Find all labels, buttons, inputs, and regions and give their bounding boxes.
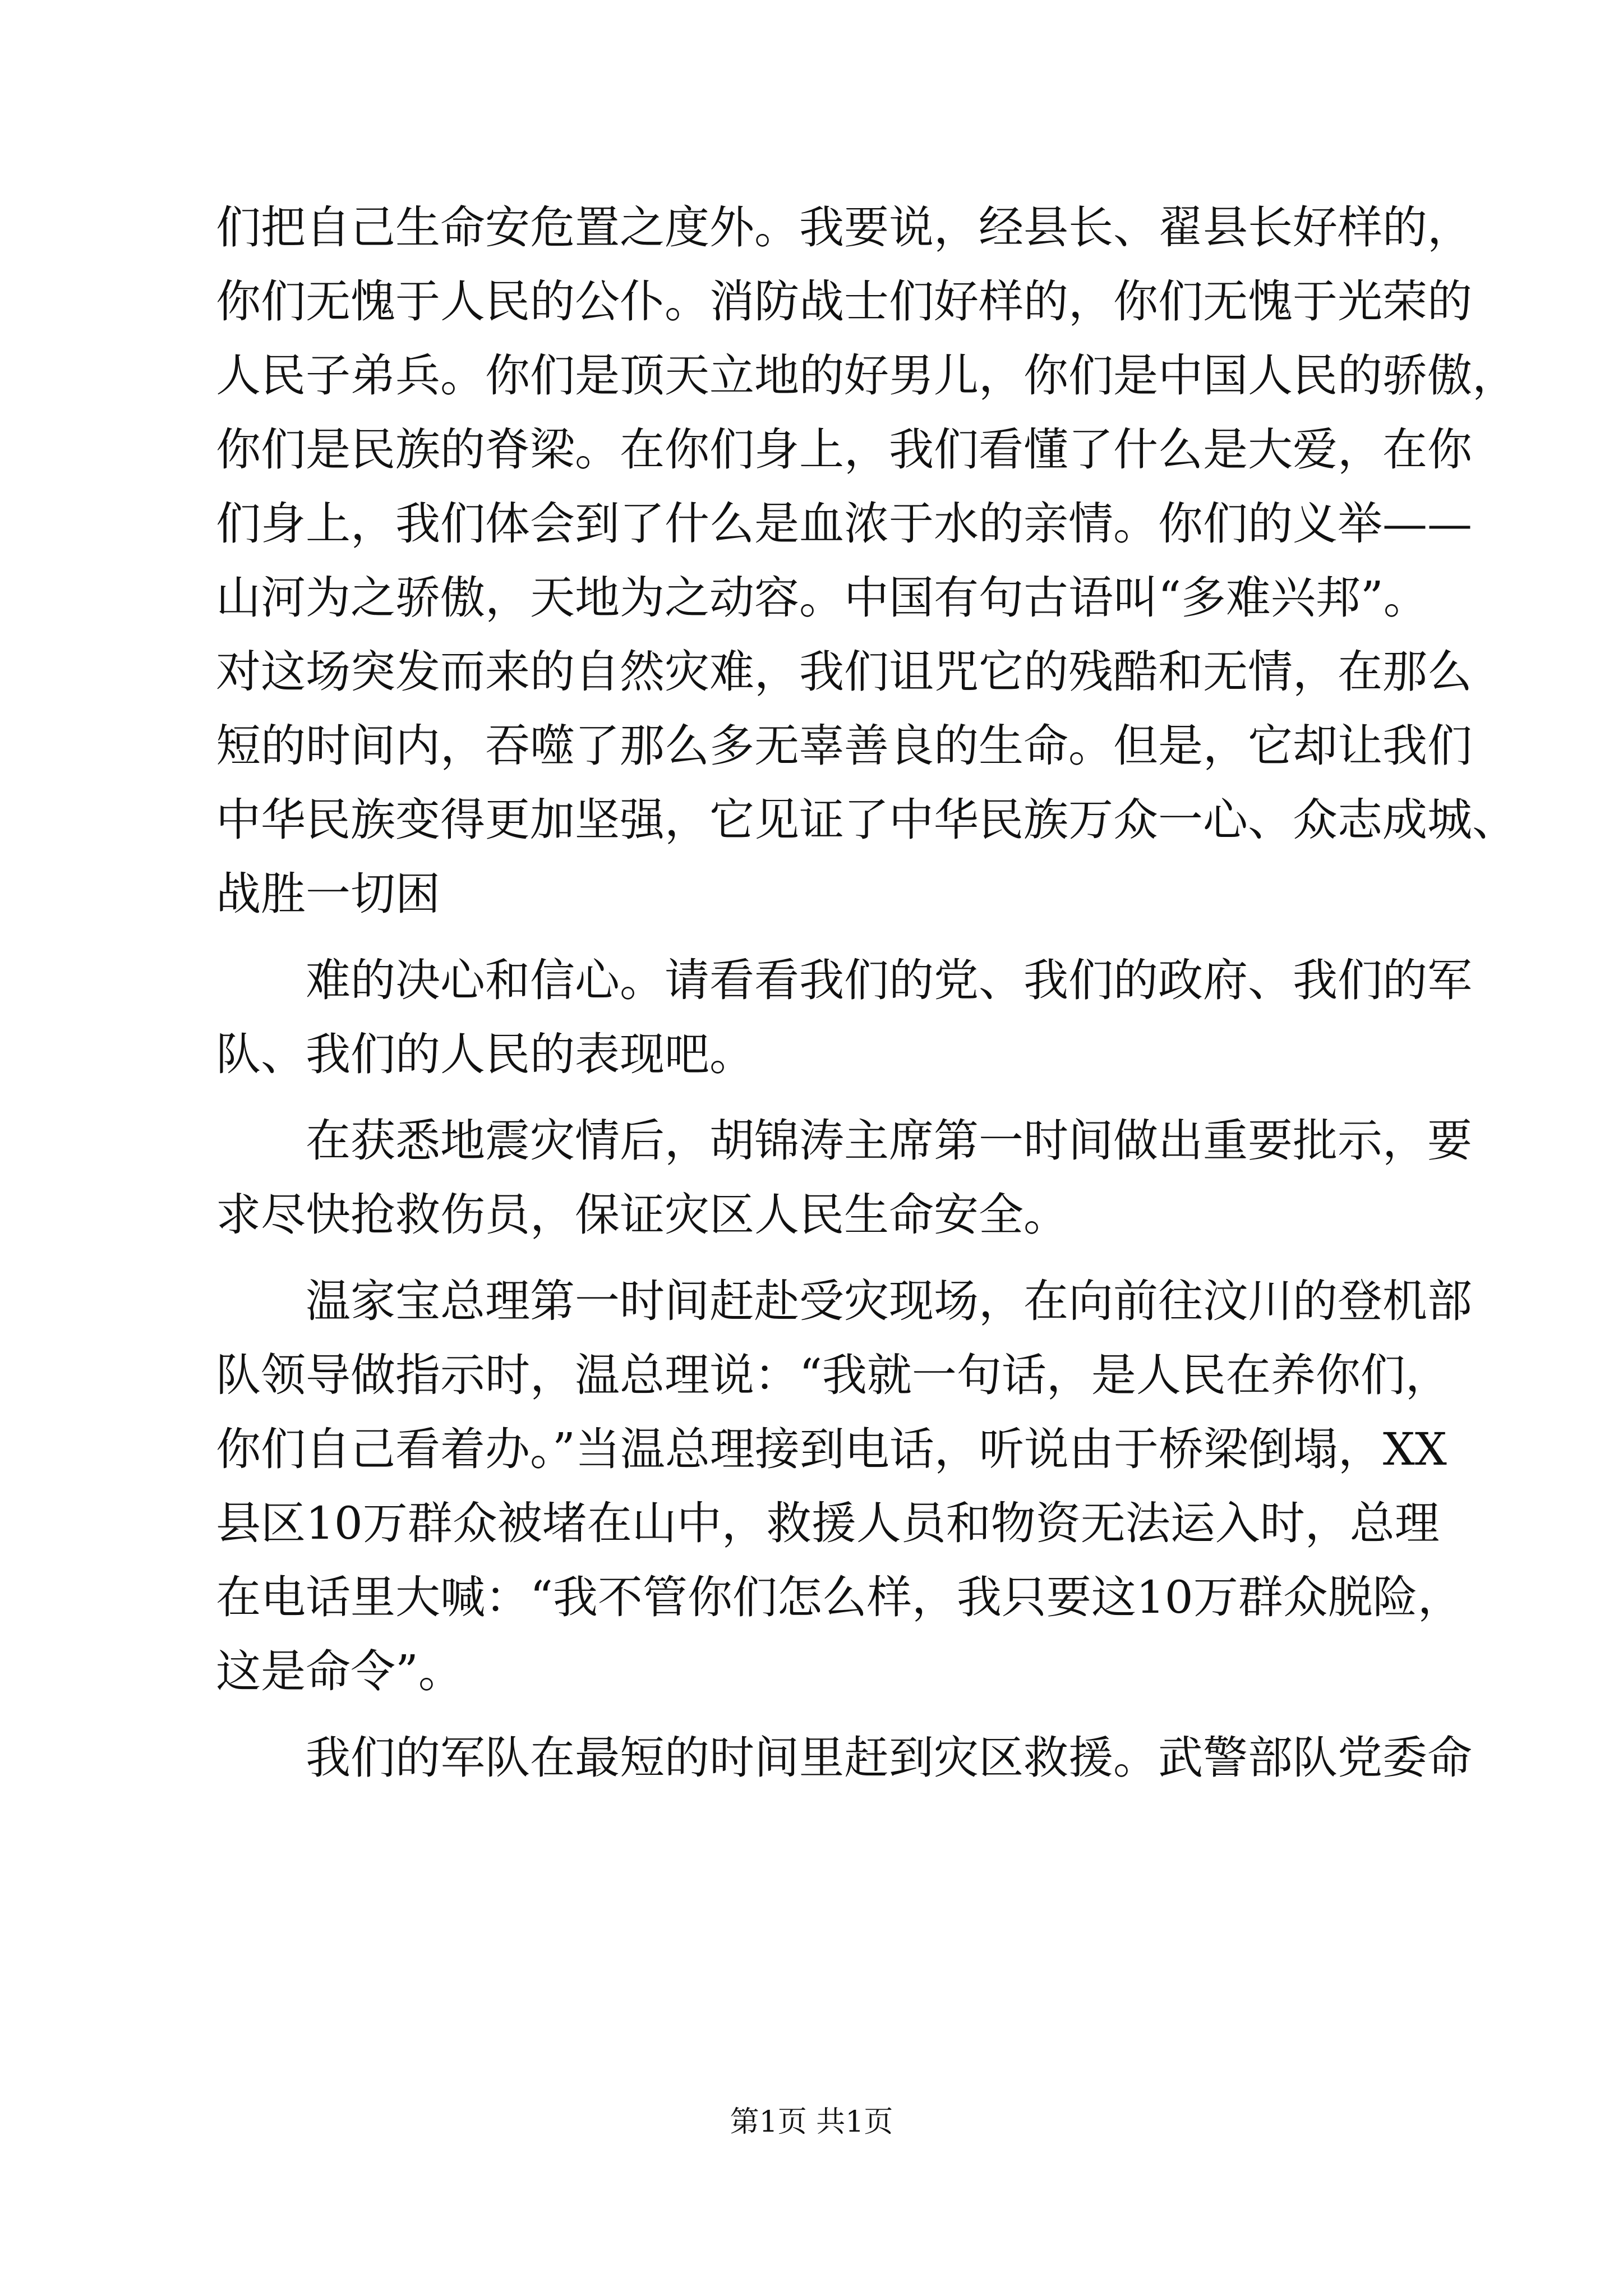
text-line: 你们是民族的脊梁。在你们身上，我们看懂了什么是大爱，在你 xyxy=(216,424,1472,476)
text-line: 人民子弟兵。你们是顶天立地的好男儿，你们是中国人民的骄傲， xyxy=(216,349,1517,402)
text-line: 我们的军队在最短的时间里赶到灾区救援。武警部队党委命 xyxy=(306,1732,1472,1784)
text-line: 求尽快抢救伤员，保证灾区人民生命安全。 xyxy=(216,1189,1068,1241)
text-line: 你们自己看着办。”当温总理接到电话，听说由于桥梁倒塌，XX xyxy=(216,1423,1447,1475)
text-line: 们把自己生命安危置之度外。我要说，经县长、翟县长好样的， xyxy=(216,201,1472,254)
body-text xyxy=(216,191,1517,1795)
text-line: 们身上，我们体会到了什么是血浓于水的亲情。你们的义举—— xyxy=(216,498,1472,550)
text-line: 战胜一切困 xyxy=(216,868,440,920)
text-line: 在电话里大喊：“我不管你们怎么样，我只要这10万群众脱险， xyxy=(216,1571,1463,1623)
page-footer: 第1页 共1页 xyxy=(730,2105,893,2139)
text-line: 你们无愧于人民的公仆。消防战士们好样的，你们无愧于光荣的 xyxy=(216,275,1472,328)
text-line: 温家宝总理第一时间赶赴受灾现场，在向前往汶川的登机部 xyxy=(306,1275,1472,1327)
paragraph-1 xyxy=(216,191,1517,931)
text-line: 这是命令”。 xyxy=(216,1645,463,1697)
paragraph-2 xyxy=(216,944,1472,1092)
text-line: 队、我们的人民的表现吧。 xyxy=(216,1028,754,1080)
text-line: 山河为之骄傲，天地为之动容。中国有句古语叫“多难兴邦”。 xyxy=(216,572,1428,624)
paragraph-4 xyxy=(216,1264,1472,1709)
paragraph-5 xyxy=(216,1721,1472,1795)
text-line: 队领导做指示时，温总理说：“我就一句话，是人民在养你们， xyxy=(216,1349,1450,1401)
text-line: 对这场突发而来的自然灾难，我们诅咒它的残酷和无情，在那么 xyxy=(216,646,1472,698)
text-line: 县区10万群众被堵在山中，救援人员和物资无法运入时，总理 xyxy=(216,1497,1440,1549)
text-line: 难的决心和信心。请看看我们的党、我们的政府、我们的军 xyxy=(306,954,1472,1006)
text-line: 短的时间内，吞噬了那么多无辜善良的生命。但是，它却让我们 xyxy=(216,720,1472,772)
paragraph-3 xyxy=(216,1104,1472,1252)
text-line: 在获悉地震灾情后，胡锦涛主席第一时间做出重要批示，要 xyxy=(306,1115,1472,1167)
text-line: 中华民族变得更加坚强，它见证了中华民族万众一心、众志成城、 xyxy=(216,794,1517,846)
